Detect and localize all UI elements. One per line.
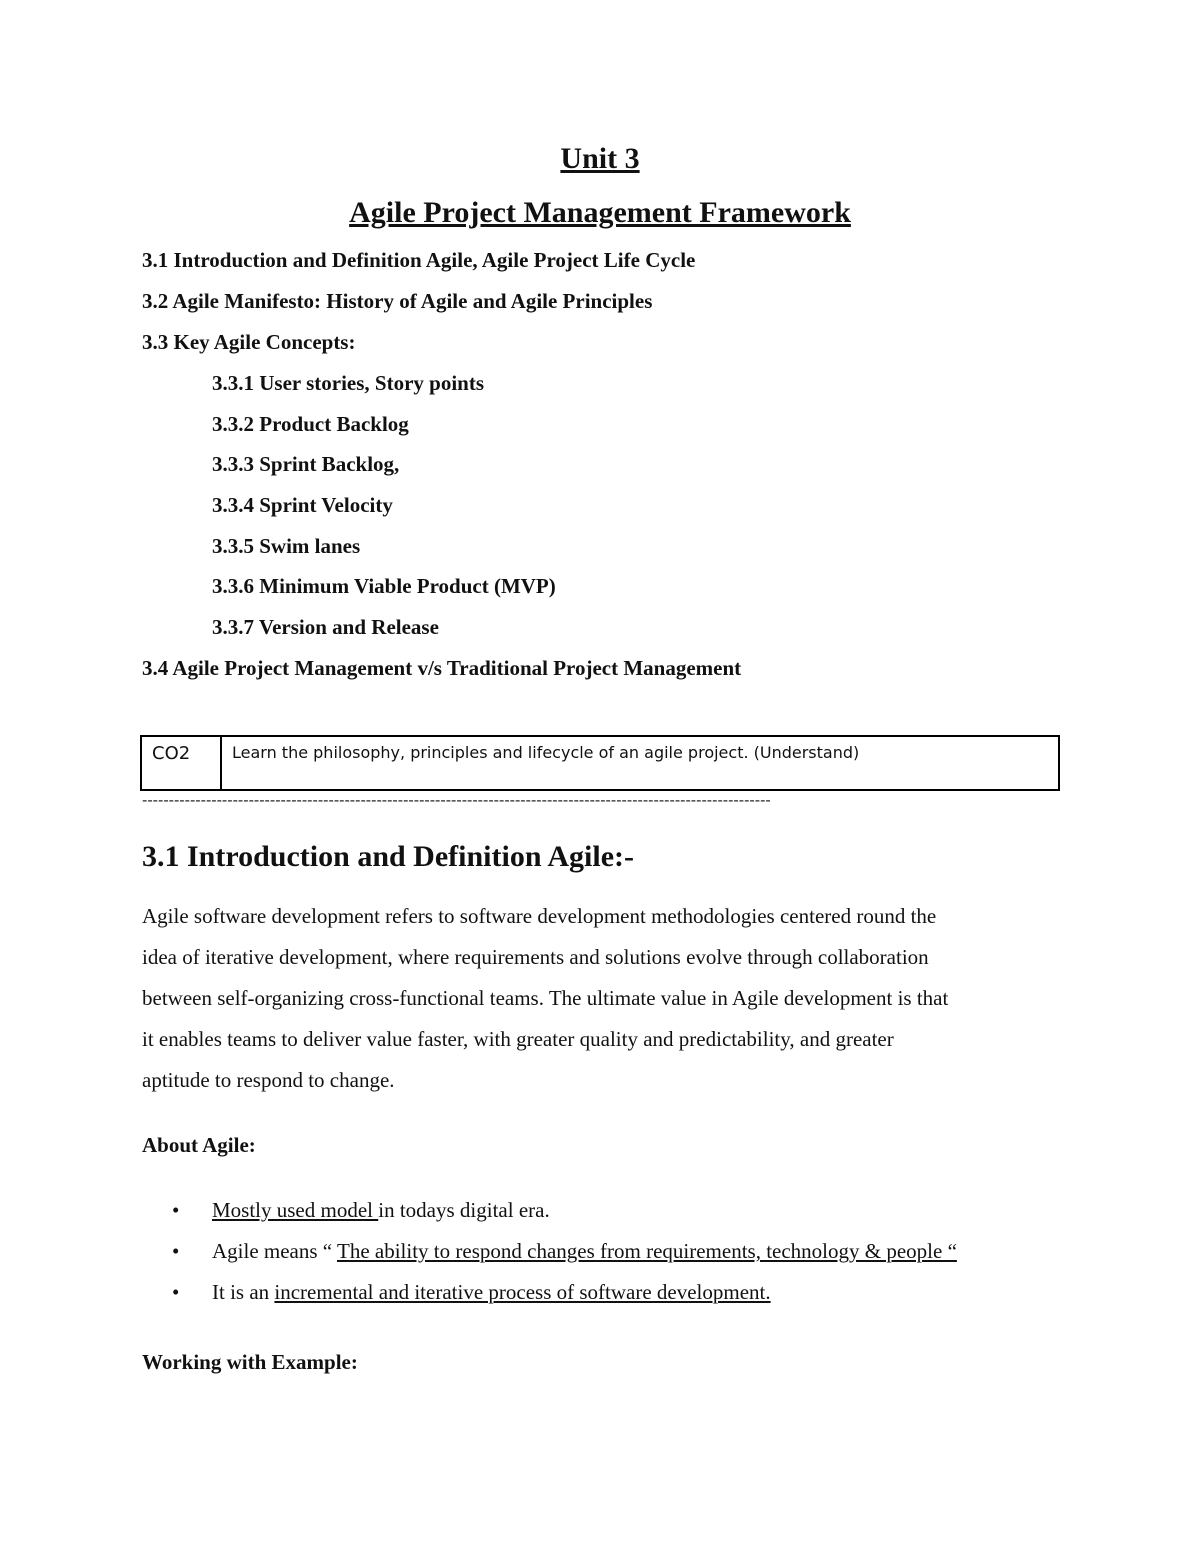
toc-subitem: 3.3.2 Product Backlog xyxy=(212,412,409,436)
paragraph-line: Agile software development refers to software development methodologies centered round the xyxy=(142,904,937,928)
about-agile-heading: About Agile: xyxy=(142,1133,256,1157)
paragraph-line: idea of iterative development, where requirements and solutions evolve through collaboration xyxy=(142,945,929,969)
paragraph-line: it enables teams to deliver value faster, with greater quality and predictability, and greater xyxy=(142,1027,894,1051)
table-row xyxy=(141,736,1059,790)
outcome-description: Learn the philosophy, principles and lifecycle of an agile project. (Understand) xyxy=(221,736,1059,790)
toc-item: 3.1 Introduction and Definition Agile, Agile Project Life Cycle xyxy=(142,248,696,272)
toc-subitem: 3.3.7 Version and Release xyxy=(212,615,439,639)
paragraph-line: between self-organizing cross-functional teams. The ultimate value in Agile development is that xyxy=(142,986,949,1010)
bullet-icon: • xyxy=(172,1280,180,1304)
toc-item: 3.3 Key Agile Concepts: xyxy=(142,330,356,354)
course-outcome-table xyxy=(140,735,1060,791)
toc-subitem: 3.3.4 Sprint Velocity xyxy=(212,493,393,517)
underlined-phrase: Mostly used model xyxy=(212,1198,379,1222)
intro-paragraph xyxy=(142,896,1072,1101)
paragraph-line: aptitude to respond to change. xyxy=(142,1068,395,1092)
dashed-separator: ---------------------------------------------------------------------------------------------------------------------- xyxy=(142,792,771,809)
toc-subitem: 3.3.3 Sprint Backlog, xyxy=(212,452,400,476)
working-example-heading: Working with Example: xyxy=(142,1350,358,1374)
toc-subitem: 3.3.5 Swim lanes xyxy=(212,534,361,558)
bullet-text: It is an xyxy=(212,1280,275,1304)
bullet-text: in todays digital era. xyxy=(378,1198,550,1222)
section-heading: 3.1 Introduction and Definition Agile:- xyxy=(142,840,634,873)
bullet-icon: • xyxy=(172,1198,180,1222)
underlined-phrase: The ability to respond changes from requirements, technology & people “ xyxy=(337,1239,957,1263)
unit-title: Unit 3 xyxy=(560,142,640,175)
bullet-text: Agile means “ xyxy=(212,1239,337,1263)
document-title: Agile Project Management Framework xyxy=(349,196,851,229)
underlined-phrase: incremental and iterative process of software development. xyxy=(274,1280,771,1304)
outcome-code: CO2 xyxy=(141,736,221,790)
bullet-icon: • xyxy=(172,1239,180,1263)
toc-item: 3.2 Agile Manifesto: History of Agile and Agile Principles xyxy=(142,289,653,313)
toc-item: 3.4 Agile Project Management v/s Traditional Project Management xyxy=(142,656,742,680)
toc-subitem: 3.3.6 Minimum Viable Product (MVP) xyxy=(212,574,556,598)
toc-subitem: 3.3.1 User stories, Story points xyxy=(212,371,485,395)
